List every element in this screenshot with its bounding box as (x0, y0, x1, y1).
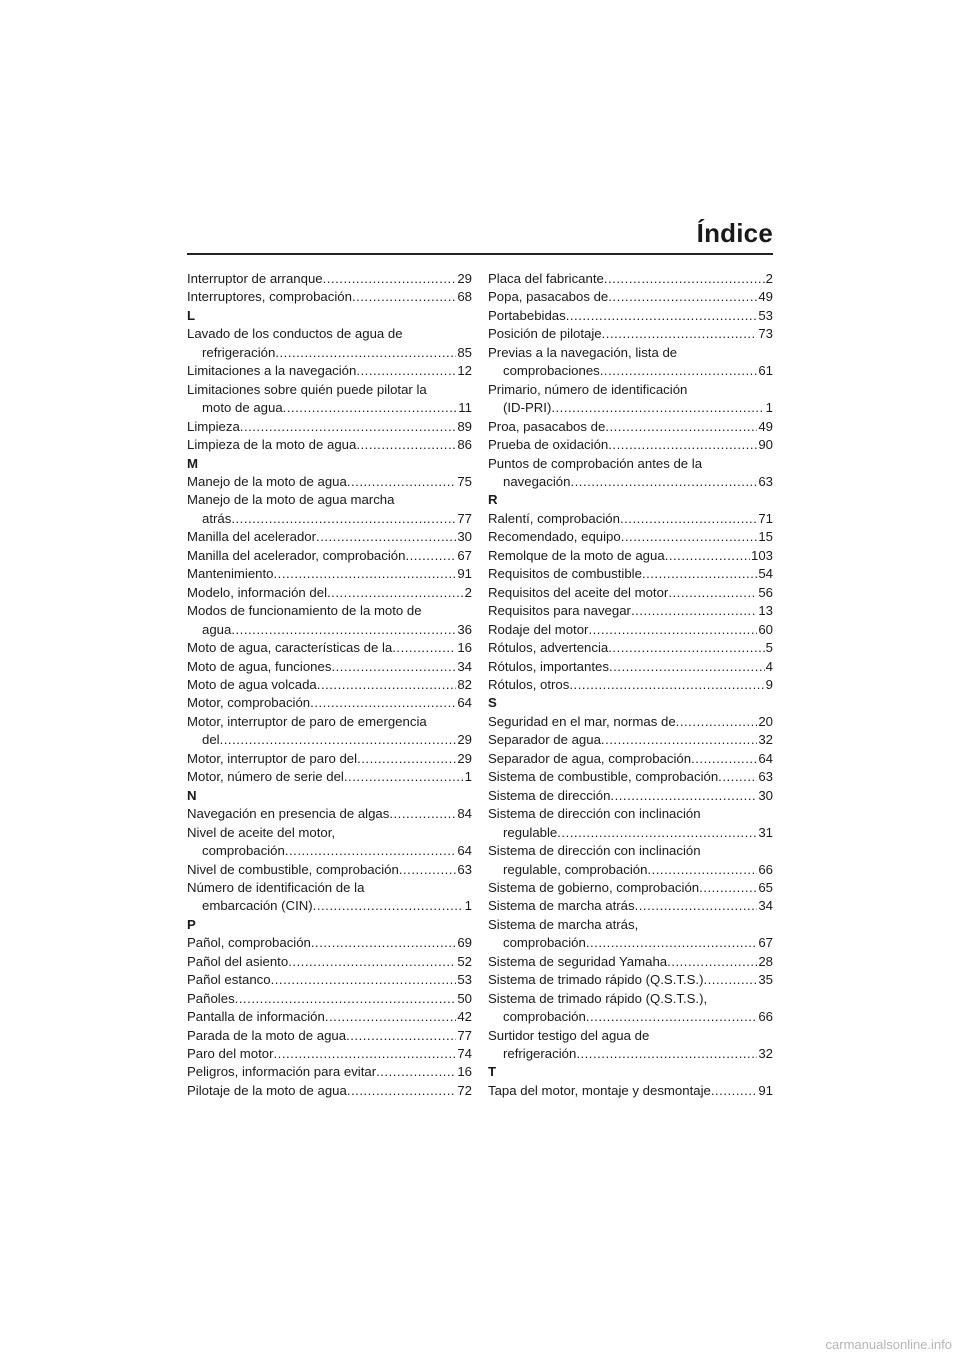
index-entry (187, 491, 472, 528)
dot-leader (220, 731, 457, 749)
index-entry-text: Surtidor testigo del agua de (488, 1027, 650, 1043)
dot-leader (602, 325, 758, 343)
index-entry-text: Número de identificación de la (187, 879, 365, 895)
dot-leader (691, 750, 757, 768)
index-entry-text: Sistema de dirección con inclinación (488, 843, 701, 859)
dot-leader (357, 750, 456, 768)
index-entry-text: Remolque de la moto de agua (488, 547, 665, 563)
dot-leader (274, 1045, 457, 1063)
dot-leader (288, 953, 456, 971)
dot-leader (635, 897, 758, 915)
index-page-number: 77 (457, 1027, 472, 1043)
index-page-number: 63 (457, 861, 472, 877)
index-entry-text: Previas a la navegación, lista de (488, 344, 678, 360)
index-entry-text: (ID-PRI) (503, 400, 552, 416)
index-entry-text: agua (202, 621, 232, 637)
index-entry (187, 713, 472, 750)
dot-leader (356, 436, 456, 454)
dot-leader (283, 399, 458, 417)
dot-leader (610, 787, 757, 805)
index-entry-text: Seguridad en el mar, normas de (488, 713, 676, 729)
dot-leader (570, 473, 757, 491)
index-entry (187, 824, 472, 861)
index-entry (488, 953, 773, 971)
index-entry-text: refrigeración (202, 344, 276, 360)
index-entry (488, 916, 773, 953)
index-page-number: 82 (457, 676, 472, 692)
index-entry-text: Navegación en presencia de algas (187, 806, 390, 822)
index-entry-text: Prueba de oxidación (488, 437, 609, 453)
index-entry (488, 547, 773, 565)
index-page-number: 53 (457, 972, 472, 988)
index-entry-text: Motor, interruptor de paro del (187, 750, 358, 766)
dot-leader (608, 288, 757, 306)
dot-leader (331, 658, 456, 676)
index-entry (488, 418, 773, 436)
index-entry (488, 565, 773, 583)
index-entry-text: comprobación (503, 935, 586, 951)
index-entry (488, 731, 773, 749)
index-page-number: 65 (758, 879, 773, 895)
index-section-letter: T (488, 1064, 497, 1080)
index-entry-text: Sistema de seguridad Yamaha (488, 953, 668, 969)
index-page-number: 16 (457, 640, 472, 656)
index-entry (187, 473, 472, 491)
index-page-number: 63 (758, 769, 773, 785)
index-entry-text: Recomendado, equipo (488, 529, 621, 545)
index-page-number: 67 (457, 547, 472, 563)
index-entry-text: Requisitos de combustible (488, 566, 642, 582)
dot-leader (621, 528, 758, 546)
index-page-number: 30 (758, 787, 773, 803)
index-entry-text: Lavado de los conductos de agua de (187, 326, 403, 342)
index-entry (488, 584, 773, 602)
index-entry-text: Motor, comprobación (187, 695, 311, 711)
index-section-letter: M (187, 455, 198, 471)
index-entry-text: Rótulos, advertencia (488, 640, 609, 656)
index-page-number: 35 (758, 972, 773, 988)
dot-leader (347, 1082, 457, 1100)
index-entry-text: Sistema de trimado rápido (Q.S.T.S.) (488, 972, 704, 988)
index-page-number: 72 (457, 1082, 472, 1098)
index-section-letter: L (187, 307, 196, 323)
index-page-number: 54 (758, 566, 773, 582)
dot-leader (588, 621, 757, 639)
index-entry (187, 861, 472, 879)
dot-leader (600, 362, 758, 380)
index-entry-text: navegación (503, 473, 571, 489)
dot-leader (274, 565, 457, 583)
index-entry (488, 713, 773, 731)
index-page-number: 75 (457, 473, 472, 489)
index-entry-text: embarcación (CIN) (202, 898, 313, 914)
dot-leader (620, 510, 757, 528)
dot-leader (399, 861, 456, 879)
index-entry (187, 990, 472, 1008)
index-entry-text: Manilla del acelerador (187, 529, 317, 545)
index-entry (187, 676, 472, 694)
index-entry-text: Pañol estanco (187, 972, 271, 988)
index-page-number: 86 (457, 437, 472, 453)
index-page-number: 31 (758, 824, 773, 840)
dot-leader (551, 399, 764, 417)
dot-leader (605, 418, 757, 436)
index-entry (187, 288, 472, 306)
index-entry (488, 307, 773, 325)
index-entry (187, 694, 472, 712)
index-entry (187, 1045, 472, 1063)
index-page-number: 64 (457, 695, 472, 711)
index-entry-text: Rótulos, otros (488, 676, 570, 692)
index-page-number: 34 (758, 898, 773, 914)
dot-leader (240, 418, 457, 436)
index-entry-text: Pañol, comprobación (187, 935, 311, 951)
index-page-number: 74 (457, 1046, 472, 1062)
index-section-letter: R (488, 492, 498, 508)
index-entry-text: Mantenimiento (187, 566, 274, 582)
dot-leader (676, 713, 758, 731)
index-entry-text: Tapa del motor, montaje y desmontaje (488, 1082, 711, 1098)
dot-leader (557, 824, 757, 842)
index-section-letter: P (187, 916, 196, 932)
index-page-number: 91 (758, 1082, 773, 1098)
index-entry (488, 455, 773, 492)
index-entry (488, 787, 773, 805)
index-page-number: 32 (758, 1046, 773, 1062)
dot-leader (608, 639, 764, 657)
index-entry (187, 639, 472, 657)
dot-leader (667, 953, 757, 971)
index-entry (488, 971, 773, 989)
index-entry (187, 528, 472, 546)
index-entry (187, 418, 472, 436)
index-entry-text: Pañol del asiento (187, 953, 289, 969)
index-entry (488, 270, 773, 288)
index-page-number: 16 (457, 1064, 472, 1080)
index-entry (488, 528, 773, 546)
dot-leader (356, 362, 456, 380)
index-page-number: 20 (758, 713, 773, 729)
index-page-number: 13 (758, 603, 773, 619)
index-column-left (187, 270, 472, 1100)
index-entry-text: Limpieza (187, 418, 240, 434)
index-page-number: 103 (750, 547, 773, 563)
dot-leader (703, 971, 757, 989)
index-section-letter: N (187, 787, 197, 803)
index-entry (488, 621, 773, 639)
index-entry-text: del (202, 732, 220, 748)
dot-leader (711, 1082, 757, 1100)
index-entry (187, 1008, 472, 1026)
index-entry (488, 750, 773, 768)
dot-leader (323, 270, 457, 288)
dot-leader (405, 547, 456, 565)
index-page-number: 15 (758, 529, 773, 545)
dot-leader (608, 436, 757, 454)
index-section-letter: S (488, 695, 497, 711)
index-page-number: 1 (765, 400, 773, 416)
index-entry-text: Motor, número de serie del (187, 769, 344, 785)
index-entry (187, 1027, 472, 1045)
dot-leader (604, 270, 765, 288)
dot-leader (275, 344, 456, 362)
index-entry-text: Moto de agua, características de la (187, 640, 393, 656)
index-entry (488, 1082, 773, 1100)
index-entry-text: Motor, interruptor de paro de emergencia (187, 713, 427, 729)
index-column-right (488, 270, 773, 1100)
index-page-number: 49 (758, 418, 773, 434)
index-entry-text: Nivel de combustible, comprobación (187, 861, 399, 877)
index-entry-text: Limitaciones sobre quién puede pilotar la (187, 381, 427, 397)
index-entry-text: atrás (202, 510, 232, 526)
index-entry-text: Moto de agua, funciones (187, 658, 332, 674)
index-page-number: 89 (457, 418, 472, 434)
index-page-number: 77 (457, 510, 472, 526)
index-page-number: 85 (457, 344, 472, 360)
index-page-number: 1 (464, 769, 472, 785)
dot-leader (347, 473, 457, 491)
index-page-number: 67 (758, 935, 773, 951)
index-page-number: 64 (457, 843, 472, 859)
index-entry (488, 658, 773, 676)
index-entry (488, 1027, 773, 1064)
index-page-number: 29 (457, 750, 472, 766)
dot-leader (317, 676, 457, 694)
index-page-number: 50 (457, 990, 472, 1006)
index-entry-text: regulable (503, 824, 558, 840)
index-entry-text: Rodaje del motor (488, 621, 589, 637)
index-page-number: 56 (758, 584, 773, 600)
index-entry-text: Pañoles (187, 990, 235, 1006)
index-entry (488, 344, 773, 381)
index-entry-text: Sistema de dirección (488, 787, 611, 803)
index-page-number: 71 (758, 510, 773, 526)
index-entry (488, 436, 773, 454)
dot-leader (569, 676, 764, 694)
dot-leader (586, 1008, 757, 1026)
index-page-number: 84 (457, 806, 472, 822)
index-page-number: 4 (765, 658, 773, 674)
dot-leader (586, 934, 757, 952)
index-entry-text: Separador de agua, comprobación (488, 750, 692, 766)
dot-leader (668, 584, 757, 602)
index-entry (488, 381, 773, 418)
dot-leader (389, 805, 456, 823)
index-page-number: 73 (758, 326, 773, 342)
dot-leader (566, 307, 758, 325)
index-page-number: 29 (457, 732, 472, 748)
index-entry (488, 990, 773, 1027)
index-page-number: 69 (457, 935, 472, 951)
dot-leader (325, 1008, 457, 1026)
index-entry (488, 842, 773, 879)
index-page-number: 42 (457, 1009, 472, 1025)
index-entry (187, 362, 472, 380)
index-entry-text: Limpieza de la moto de agua (187, 437, 357, 453)
index-entry (488, 602, 773, 620)
index-entry-text: Primario, número de identificación (488, 381, 688, 397)
dot-leader (346, 1027, 456, 1045)
index-entry (488, 897, 773, 915)
dot-leader (316, 528, 456, 546)
index-page-number: 9 (765, 676, 773, 692)
index-page-number: 66 (758, 861, 773, 877)
index-entry (187, 971, 472, 989)
index-entry-text: Rótulos, importantes (488, 658, 609, 674)
index-entry (187, 436, 472, 454)
index-entry-text: refrigeración (503, 1046, 577, 1062)
index-page-number: 52 (457, 953, 472, 969)
index-entry (187, 934, 472, 952)
index-entry-text: Peligros, información para evitar (187, 1064, 377, 1080)
index-entry-text: Ralentí, comprobación (488, 510, 620, 526)
watermark: carmanualsonline.info (825, 1337, 952, 1352)
index-entry (488, 288, 773, 306)
index-page-number: 91 (457, 566, 472, 582)
index-entry-text: Sistema de gobierno, comprobación (488, 879, 700, 895)
dot-leader (310, 694, 456, 712)
dot-leader (285, 842, 456, 860)
index-entry-text: Manilla del acelerador, comprobación (187, 547, 406, 563)
index-page-number: 68 (457, 289, 472, 305)
index-entry-text: Placa del fabricante (488, 271, 604, 286)
index-entry-text: Modos de funcionamiento de la moto de (187, 603, 422, 619)
index-entry-text: Sistema de trimado rápido (Q.S.T.S.), (488, 990, 708, 1006)
dot-leader (609, 658, 765, 676)
index-entry-text: Sistema de marcha atrás (488, 898, 635, 914)
index-entry (187, 805, 472, 823)
index-page-number: 32 (758, 732, 773, 748)
page-title: Índice (696, 218, 773, 248)
index-entry (488, 676, 773, 694)
dot-leader (235, 990, 457, 1008)
index-page-number: 28 (758, 953, 773, 969)
index-entry (187, 1082, 472, 1100)
index-entry (187, 879, 472, 916)
index-entry-text: Manejo de la moto de agua marcha (187, 492, 395, 508)
index-entry (488, 879, 773, 897)
dot-leader (271, 971, 457, 989)
index-page-number: 2 (464, 584, 472, 600)
index-entry (187, 565, 472, 583)
index-page-number: 66 (758, 1009, 773, 1025)
dot-leader (344, 768, 464, 786)
title-rule (187, 253, 773, 255)
index-page-number: 53 (758, 307, 773, 323)
index-page-number: 1 (464, 898, 472, 914)
index-entry (488, 325, 773, 343)
index-entry-text: Pantalla de información (187, 1009, 325, 1025)
index-entry-text: Posición de pilotaje (488, 326, 602, 342)
index-page-number: 60 (758, 621, 773, 637)
index-entry (187, 768, 472, 786)
index-entry-text: Portabebidas (488, 307, 566, 323)
index-page-number: 2 (765, 271, 773, 286)
index-entry (187, 381, 472, 418)
index-page-number: 29 (457, 271, 472, 286)
index-entry-text: Interruptor de arranque (187, 271, 323, 286)
dot-leader (601, 731, 757, 749)
index-entry (187, 270, 472, 288)
index-page-number: 36 (457, 621, 472, 637)
index-page-number: 49 (758, 289, 773, 305)
dot-leader (231, 510, 456, 528)
index-entry (187, 1063, 472, 1081)
index-page-number: 30 (457, 529, 472, 545)
index-entry-text: comprobación (202, 843, 285, 859)
dot-leader (327, 584, 464, 602)
index-entry-text: Nivel de aceite del motor, (187, 824, 336, 840)
index-entry (187, 750, 472, 768)
index-entry-text: Sistema de dirección con inclinación (488, 806, 701, 822)
index-entry-text: comprobaciones (503, 363, 600, 379)
index-page-number: 12 (457, 363, 472, 379)
index-entry-text: moto de agua (202, 400, 283, 416)
index-entry (488, 510, 773, 528)
dot-leader (352, 288, 456, 306)
index-entry (187, 658, 472, 676)
dot-leader (376, 1063, 456, 1081)
dot-leader (231, 621, 456, 639)
index-page-number: 64 (758, 750, 773, 766)
index-entry (187, 547, 472, 565)
index-entry-text: Moto de agua volcada (187, 676, 317, 692)
dot-leader (647, 861, 757, 879)
index-entry-text: Parada de la moto de agua (187, 1027, 347, 1043)
index-entry-text: Sistema de combustible, comprobación (488, 769, 719, 785)
index-entry-text: Separador de agua (488, 732, 601, 748)
index-entry-text: Requisitos del aceite del motor (488, 584, 669, 600)
index-entry (187, 602, 472, 639)
index-entry-text: Sistema de marcha atrás, (488, 916, 639, 932)
index-entry (187, 953, 472, 971)
index-entry (187, 325, 472, 362)
index-entry-text: Puntos de comprobación antes de la (488, 455, 703, 471)
index-entry-text: Popa, pasacabos de (488, 289, 609, 305)
index-entry-text: Proa, pasacabos de (488, 418, 606, 434)
index-page-number: 90 (758, 437, 773, 453)
dot-leader (631, 602, 757, 620)
dot-leader (311, 934, 456, 952)
dot-leader (576, 1045, 757, 1063)
index-entry-text: Requisitos para navegar (488, 603, 631, 619)
index-entry-text: Limitaciones a la navegación (187, 363, 357, 379)
dot-leader (642, 565, 757, 583)
index-page-number: 61 (758, 363, 773, 379)
index-entry-text: Manejo de la moto de agua (187, 473, 347, 489)
index-entry-text: Modelo, información del (187, 584, 328, 600)
index-page-number: 34 (457, 658, 472, 674)
dot-leader (392, 639, 456, 657)
index-page-number: 5 (765, 640, 773, 656)
index-entry-text: Interruptores, comprobación (187, 289, 352, 305)
dot-leader (665, 547, 750, 565)
index-page-number: 11 (458, 400, 472, 416)
index-entry (488, 639, 773, 657)
index-entry (488, 805, 773, 842)
index-entry-text: Paro del motor (187, 1046, 274, 1062)
index-entry-text: comprobación (503, 1009, 586, 1025)
index-entry-text: regulable, comprobación (503, 861, 648, 877)
index-entry (488, 768, 773, 786)
index-page-number: 63 (758, 473, 773, 489)
dot-leader (699, 879, 757, 897)
dot-leader (313, 897, 464, 915)
index-entry-text: Pilotaje de la moto de agua (187, 1082, 347, 1098)
dot-leader (718, 768, 757, 786)
index-entry (187, 584, 472, 602)
